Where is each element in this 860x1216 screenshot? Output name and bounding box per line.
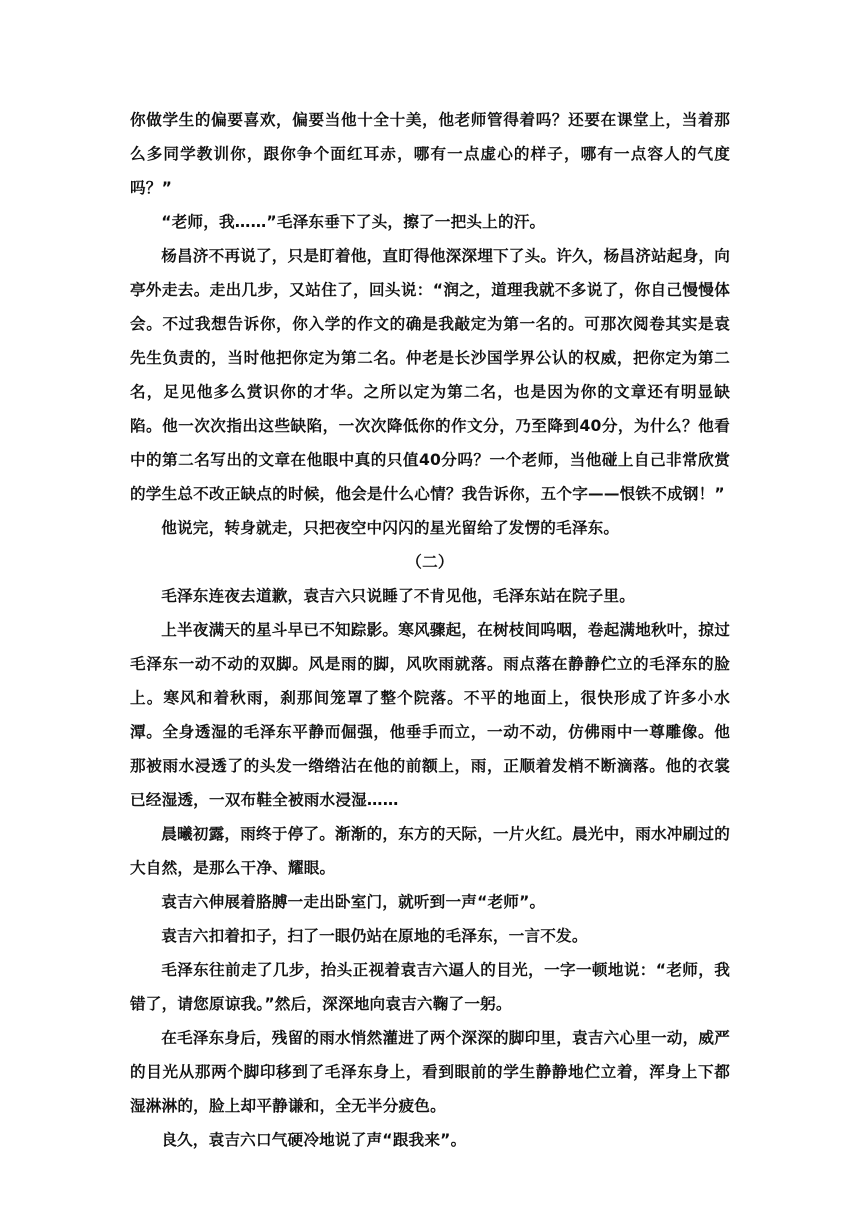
paragraph: 上半夜满天的星斗早已不知踪影。寒风骤起，在树枝间呜咽，卷起满地秋叶，掠过毛泽东一动不动的双脚。风是雨的脚，风吹雨就落。雨点落在静静伫立的毛泽东的脸上。寒风和着秋雨，刹那间笼罩了整个院落。不平的地面上，很快形成了许多小水潭。全身透湿的毛泽东平静而倔强，他垂手而立，一动不动，仿佛雨中一尊雕像。他那被雨水浸透了的头发一绺绺沾在他的前额上，雨，正顺着发梢不断滴落。他的衣裳已经湿透，一双布鞋全被雨水浸湿…… <box>130 621 730 809</box>
paragraph: 毛泽东连夜去道歉，袁吉六只说睡了不肯见他，毛泽东站在院子里。 <box>161 587 636 605</box>
paragraph: 良久，袁吉六口气硬冷地说了声“跟我来”。 <box>161 1131 467 1149</box>
paragraph: 他说完，转身就走，只把夜空中闪闪的星光留给了发愣的毛泽东。 <box>161 519 620 537</box>
paragraph: 袁吉六扣着扣子，扫了一眼仍站在原地的毛泽东，一言不发。 <box>161 927 588 945</box>
section-heading: （二） <box>406 553 454 571</box>
document-page <box>130 103 730 1157</box>
paragraph: 杨昌济不再说了，只是盯着他，直盯得他深深埋下了头。许久，杨昌济站起身，向亭外走去。走出几步，又站住了，回头说：“润之，道理我就不多说了，你自己慢慢体会。不过我想告诉你，你入学的作文的确是我敲定为第一名的。可那次阅卷其实是袁先生负责的，当时他把你定为第二名。仲老是长沙国学界公认的权威，把你定为第二名，足见他多么赏识你的才华。之所以定为第二名，也是因为你的文章还有明显缺陷。他一次次指出这些缺陷，一次次降低你的作文分，乃至降到40分，为什么？他看中的第二名写出的文章在他眼中真的只值40分吗？一个老师，当他碰上自己非常欣赏的学生总不改正缺点的时候，他会是什么心情？我告诉你，五个字——恨铁不成钢！” <box>130 247 730 503</box>
paragraph: 袁吉六伸展着胳膊一走出卧室门，就听到一声“老师”。 <box>161 893 546 911</box>
paragraph: 毛泽东往前走了几步，抬头正视着袁吉六逼人的目光，一字一顿地说：“老师，我错了，请您原谅我。”然后，深深地向袁吉六鞠了一躬。 <box>130 961 730 1013</box>
paragraph: “老师，我……”毛泽东垂下了头，擦了一把头上的汗。 <box>161 213 546 231</box>
paragraph: 晨曦初露，雨终于停了。渐渐的，东方的天际，一片火红。晨光中，雨水冲刷过的大自然，是那么干净、耀眼。 <box>130 825 730 877</box>
paragraph: 在毛泽东身后，残留的雨水悄然灌进了两个深深的脚印里，袁吉六心里一动，威严的目光从那两个脚印移到了毛泽东身上，看到眼前的学生静静地伫立着，浑身上下都湿淋淋的，脸上却平静谦和，全无半分疲色。 <box>130 1029 730 1115</box>
paragraph: 你做学生的偏要喜欢，偏要当他十全十美，他老师管得着吗？还要在课堂上，当着那么多同学教训你，跟你争个面红耳赤，哪有一点虚心的样子，哪有一点容人的气度吗？” <box>130 111 730 197</box>
